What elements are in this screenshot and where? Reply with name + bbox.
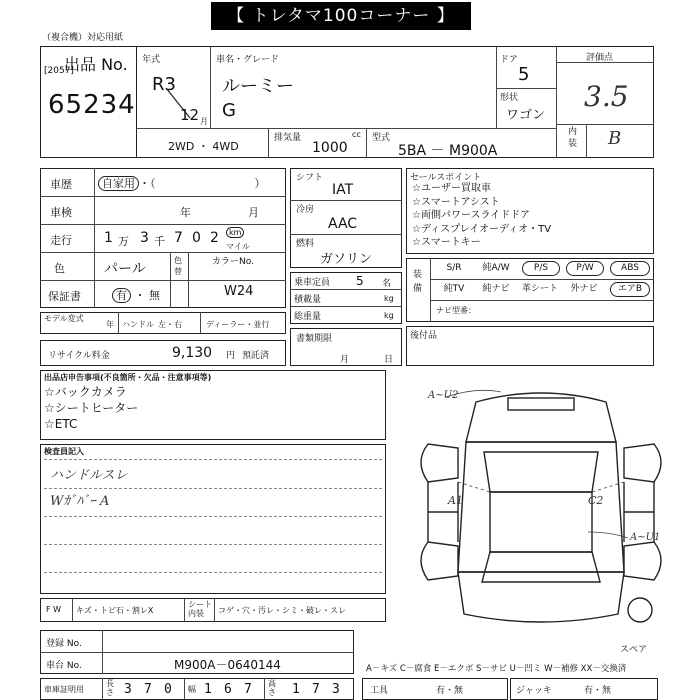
- recycle-unit: 円: [226, 351, 236, 361]
- damage-legend: A－キズ C－腐食 E－エクボ S－サビ U－凹ミ W－補修 XX－交換済: [366, 664, 627, 674]
- car-name: ルーミー: [222, 76, 294, 97]
- car-rear-window: [482, 552, 600, 582]
- mileage-digit-5: 2: [210, 230, 219, 246]
- jack-label: ジャッキ: [516, 686, 552, 696]
- equip-sunroof: S/R: [446, 263, 462, 273]
- load-label: 積載量: [294, 295, 322, 305]
- capacity-unit: 名: [382, 279, 392, 289]
- reg-no-label: 登録 No.: [46, 639, 82, 649]
- color-value: パール: [104, 261, 146, 277]
- body-type-value: ワゴン: [506, 108, 546, 123]
- seller-notes-list: [44, 384, 138, 432]
- history-label: 車歴: [50, 178, 72, 191]
- mileage-digit-1: 1: [104, 230, 113, 246]
- front-plate: [508, 398, 574, 410]
- chassis-value: M900A－0640144: [174, 658, 281, 672]
- registration-day: 日: [384, 355, 394, 365]
- color-no-value: W24: [224, 284, 254, 299]
- model-code-value: 5BA － M900A: [398, 143, 498, 159]
- size-length-1: 3: [124, 682, 132, 697]
- registration-month: 月: [340, 355, 350, 365]
- car-roof: [490, 492, 592, 552]
- equip-power-window: P/W: [566, 261, 604, 276]
- mileage-unit-sen: 千: [154, 235, 165, 248]
- chassis-label: 車台 No.: [46, 661, 82, 671]
- year-label: 年式: [142, 55, 161, 65]
- damage-mark-c2: C2: [588, 494, 604, 507]
- lot-label: 出品 No.: [64, 55, 128, 74]
- equip-airbag: エアB: [610, 282, 650, 297]
- registration-label: 書類期限: [296, 334, 333, 344]
- sales-point-item: ☆両側パワースライドドア: [412, 210, 530, 221]
- seller-note-item: ☆ETC: [44, 417, 78, 431]
- size-length-2: 7: [144, 682, 152, 697]
- auction-banner: 【 トレタマ100コーナー 】: [211, 2, 471, 30]
- spare-label: スペア: [620, 645, 648, 655]
- weight-unit: kg: [384, 311, 394, 320]
- model-change-year: 年: [106, 320, 114, 329]
- size-length-3: 0: [164, 682, 172, 697]
- seat-text: コゲ・穴・汚レ・シミ・破レ・スレ: [218, 606, 346, 615]
- car-windshield: [484, 452, 598, 492]
- recycle-label: リサイクル料金: [48, 351, 110, 361]
- body-type-label: 形状: [500, 93, 519, 103]
- displacement-label: 排気量: [274, 133, 302, 143]
- capacity-label: 乗車定員: [294, 278, 331, 288]
- history-rest: ・（ ）: [139, 177, 266, 190]
- recycle-note: 預託済: [242, 351, 270, 361]
- model-change-handle: ハンドル: [122, 320, 154, 329]
- inspection-year: 年: [180, 206, 191, 219]
- seat-label: シート内装: [188, 600, 212, 618]
- warranty-rest: ・ 無: [134, 289, 160, 302]
- model-change-lr: 左・右: [158, 320, 182, 329]
- capacity-value: 5: [356, 274, 364, 288]
- equipment-label: 装備: [413, 270, 423, 294]
- inspection-month: 月: [248, 206, 259, 219]
- damage-mark-a-u2: A~U2: [428, 390, 459, 401]
- size-height-2: 7: [312, 682, 320, 697]
- sales-point-item: ☆スマートアシスト: [412, 196, 500, 208]
- year-month: 12: [180, 106, 200, 124]
- seller-note-item: ☆シートヒーター: [44, 401, 139, 415]
- mileage-digit-2: 3: [140, 230, 149, 246]
- tools-label: 工具: [370, 686, 389, 696]
- fuel-label: 燃料: [296, 239, 315, 249]
- size-width-label: 幅: [188, 685, 196, 694]
- tools-value: 有・無: [436, 686, 464, 696]
- year-month-unit: 月: [200, 117, 208, 126]
- top-note: （複合機）対応用紙: [42, 33, 124, 43]
- inspector-line-1: ハンドルスレ: [50, 468, 128, 483]
- fw-text: キズ・トビ石・割レX: [76, 606, 154, 615]
- after-items-box: [406, 326, 654, 366]
- size-height-1: 1: [292, 682, 300, 697]
- size-width-3: 7: [244, 682, 252, 697]
- wheel-rear-left: [421, 542, 458, 580]
- fuel-value: ガソリン: [320, 252, 373, 267]
- car-grade: G: [222, 100, 236, 121]
- size-height-label: 高さ: [268, 679, 276, 697]
- equip-alloy-wheel: 純A/W: [482, 263, 510, 273]
- interior-label: 内装: [568, 127, 578, 149]
- year-era: R3: [152, 74, 176, 95]
- damage-mark-a-u1: A~U1: [630, 532, 661, 543]
- size-length-label: 長さ: [106, 679, 114, 697]
- lot-number: 65234: [48, 90, 136, 120]
- score-label: 評価点: [586, 53, 614, 63]
- drive-type: 2WD ・ 4WD: [168, 140, 239, 153]
- inspector-line-2: Wｶﾞﾊﾞｰ A: [50, 494, 110, 509]
- color-change-label: 色替: [174, 256, 182, 276]
- displacement-value: 1000: [312, 140, 348, 156]
- seller-note-item: ☆バックカメラ: [44, 385, 127, 399]
- score-value: 3.5: [584, 80, 629, 113]
- inspection-label: 車検: [50, 206, 72, 219]
- ac-label: 冷房: [296, 205, 315, 215]
- equip-abs: ABS: [610, 261, 650, 276]
- size-height-3: 3: [332, 682, 340, 697]
- car-label: 車名・グレード: [216, 55, 280, 65]
- shift-value: IAT: [332, 182, 354, 198]
- mileage-label: 走行: [50, 234, 72, 247]
- jack-value: 有・無: [584, 686, 612, 696]
- wheel-front-right: [624, 444, 661, 482]
- mileage-unit-km: km: [226, 227, 244, 238]
- ac-value: AAC: [328, 216, 358, 232]
- interior-value: B: [608, 128, 622, 149]
- car-damage-diagram: [406, 382, 676, 644]
- mileage-digit-3: 7: [174, 230, 183, 246]
- damage-mark-a1: A1: [448, 494, 463, 507]
- model-change-label: モデル変式: [44, 314, 84, 323]
- load-unit: kg: [384, 294, 394, 303]
- size-width-2: 6: [224, 682, 232, 697]
- history-value: 自家用: [98, 176, 139, 191]
- spare-tire: [628, 598, 652, 622]
- equip-navi-model: ナビ型番：: [436, 306, 476, 315]
- lot-sub: [2057]: [44, 66, 74, 76]
- wheel-front-left: [421, 444, 458, 482]
- equip-leather-seat: 革シート: [521, 284, 558, 294]
- color-label: 色: [54, 262, 65, 275]
- displacement-unit: cc: [352, 130, 361, 139]
- seller-notes-label: 出品店申告事項(不良箇所・欠品・注意事項等): [44, 373, 212, 382]
- equip-power-steering: P/S: [522, 261, 560, 276]
- shift-label: シフト: [296, 173, 324, 183]
- equip-factory-navi: 純ナビ: [482, 284, 510, 294]
- size-label: 車庫証明用: [44, 685, 84, 694]
- model-change-dealer: ディーラー・並行: [206, 320, 270, 329]
- inspector-label: 検査員記入: [44, 447, 84, 456]
- size-row: [40, 678, 354, 700]
- model-code-label: 型式: [372, 133, 391, 143]
- recycle-value: 9,130: [172, 345, 213, 361]
- sales-point-item: ☆ユーザー買取車: [412, 183, 491, 194]
- sales-point-item: ☆ディスプレイオーディオ・TV: [412, 223, 552, 235]
- color-no-label: カラーNo.: [212, 257, 254, 267]
- sales-points-list: [412, 182, 551, 250]
- equip-external-navi: 外ナビ: [570, 284, 598, 294]
- sales-point-item: ☆スマートキー: [412, 237, 481, 248]
- after-items-label: 後付品: [410, 331, 438, 341]
- mileage-unit-mile: マイル: [226, 242, 250, 251]
- size-width-1: 1: [204, 682, 212, 697]
- weight-label: 総重量: [294, 312, 322, 322]
- equip-factory-tv: 純TV: [443, 284, 465, 294]
- sales-points-label: セールスポイント: [410, 173, 482, 183]
- warranty-label: 保証書: [48, 290, 81, 303]
- doors-label: ドア: [500, 55, 518, 65]
- car-front-bumper: [466, 393, 616, 442]
- warranty-value: 有: [112, 288, 131, 303]
- doors-value: 5: [518, 64, 530, 85]
- mileage-unit-man: 万: [118, 235, 129, 248]
- mileage-digit-4: 0: [192, 230, 201, 246]
- fw-label: F W: [46, 605, 62, 614]
- wheel-rear-right: [624, 542, 661, 580]
